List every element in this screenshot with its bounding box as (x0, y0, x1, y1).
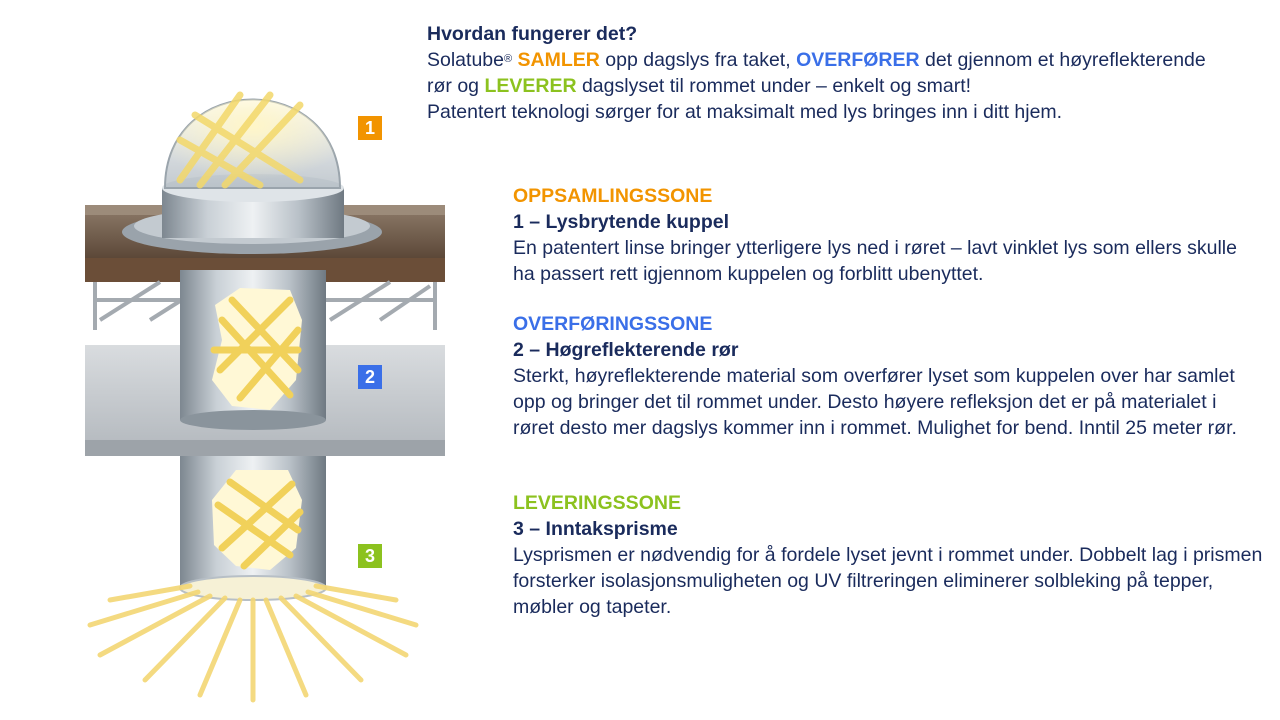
zone-title: LEVERINGSSONE (513, 492, 681, 514)
intro-line-4: Patentert teknologi sørger for at maksimalt med lys bringes inn i ditt hjem. (427, 101, 1063, 123)
zone-delivery (513, 490, 1263, 620)
zone-transfer (513, 311, 1263, 441)
badge-3: 3 (358, 544, 382, 568)
zone-title: OVERFØRINGSSONE (513, 313, 713, 335)
keyword-overforer: OVERFØRER (796, 49, 920, 71)
zone-subtitle: 2 – Høgreflekterende rør (513, 339, 739, 361)
zone-subtitle: 3 – Inntaksprisme (513, 518, 678, 540)
intro-block (427, 21, 1227, 125)
zone-body: Sterkt, høyreflekterende material som overfører lyset som kuppelen over har samlet opp og bringer det til rommet under. Desto høyere refleksjon det er på materialet i røret desto mer dagslys kommer inn i rommet. Mulighet for bend. Inntil 25 meter rør. (513, 365, 1237, 439)
diffuser (180, 576, 326, 600)
solatube-diagram-illustration (0, 0, 500, 720)
keyword-samler: SAMLER (517, 49, 600, 71)
zone-subtitle: 1 – Lysbrytende kuppel (513, 211, 730, 233)
intro-paragraph (427, 47, 1227, 99)
registered-mark: ® (503, 53, 513, 65)
keyword-leverer: LEVERER (484, 75, 577, 97)
zone-title: OPPSAMLINGSSONE (513, 185, 713, 207)
badge-1: 1 (358, 116, 382, 140)
brand-name: Solatube (427, 49, 504, 71)
badge-2: 2 (358, 365, 382, 389)
intro-text-1: opp dagslys fra taket, (599, 49, 797, 71)
intro-text-3: dagslyset til rommet under – enkelt og smart! (576, 75, 972, 97)
zone-collection (513, 183, 1263, 287)
zone-body: En patentert linse bringer ytterligere lys ned i røret – lavt vinklet lys som ellers skulle ha passert rett igjennom kuppelen og forblitt ubenyttet. (513, 237, 1237, 285)
intro-text-2: det gjennom et høyreflekterende rør og (427, 49, 1206, 97)
zone-body: Lysprismen er nødvendig for å fordele lyset jevnt i rommet under. Dobbelt lag i prismen forsterker isolasjonsmuligheten og UV filtreringen eliminerer solbleking på tepper, møbler og tapeter. (513, 544, 1263, 618)
intro-heading: Hvordan fungerer det? (427, 23, 638, 45)
light-rays (90, 586, 416, 700)
